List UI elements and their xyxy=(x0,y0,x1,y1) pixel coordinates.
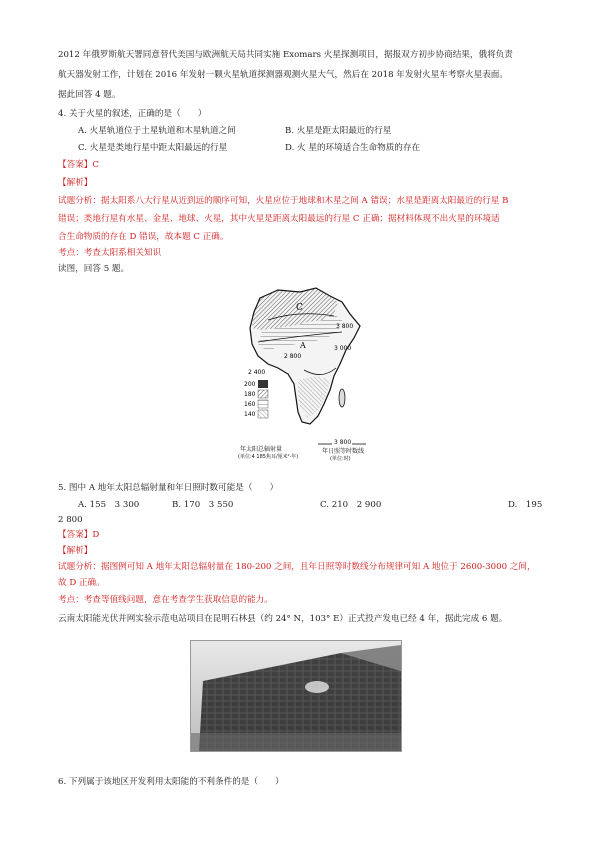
solar-intro: 云南太阳能光伏并网实验示范电站项目在昆明石林县（约 24° N，103° E）正式投产发电已经 4 年，据此完成 6 题。 xyxy=(58,614,508,624)
q4-analysis-label: 【解析】 xyxy=(58,178,93,188)
q4-option-c: C. 火星是类地行星中距太阳最远的行星 xyxy=(78,143,228,153)
q5-stem: 5. 图中 A 地年太阳总辐射量和年日照时数可能是（ ） xyxy=(58,483,279,493)
q5-option-d: D. 195 xyxy=(508,500,543,510)
q5-option-a: A. 155 3 300 xyxy=(78,500,140,510)
line-legend-value: 3 800 xyxy=(334,439,352,446)
line-legend-title: 年日照等时数线 xyxy=(322,448,365,455)
q4-analysis-2: 错误；类地行星有水星、金星、地球、火星，其中火星是距离太阳最远的行星 C 正确；据材料体现不出火星的环境适 xyxy=(58,214,500,224)
legend-value-160: 160 xyxy=(244,401,256,408)
isoline-label-3800: 3 800 xyxy=(336,323,354,330)
legend-value-200: 200 xyxy=(244,381,256,388)
q5-option-b: B. 170 3 550 xyxy=(172,500,234,510)
map-label-a: A xyxy=(300,341,306,350)
line-legend-unit: (单位:时) xyxy=(330,456,351,462)
q4-analysis-3: 合生命物质的存在 D 错误，故本题 C 正确。 xyxy=(58,232,229,242)
q5-option-c: C. 210 2 900 xyxy=(320,500,382,510)
q5-answer: 【答案】D xyxy=(58,530,100,540)
q5-analysis-label: 【解析】 xyxy=(58,546,93,556)
intro-line-2: 航天器发射工作，计划在 2016 年发射一颗火星轨道探测器观测火星大气，然后在 2018 年发射火星车考察火星表面。 xyxy=(58,70,508,80)
map-intro: 读图，回答 5 题。 xyxy=(58,264,130,274)
solar-panel-photo xyxy=(190,640,402,752)
q5-kaodian: 考点：考查等值线问题，意在考查学生获取信息的能力。 xyxy=(58,595,273,605)
q4-option-b: B. 火星是距太阳最近的行星 xyxy=(285,126,392,136)
q4-option-a: A. 火星轨道位于土星轨道和木星轨道之间 xyxy=(78,126,236,136)
legend-value-140: 140 xyxy=(244,411,256,418)
q5-option-d-cont: 2 800 xyxy=(58,515,83,525)
isoline-label-2400: 2 400 xyxy=(248,369,266,376)
legend-value-180: 180 xyxy=(244,391,256,398)
radiation-legend xyxy=(244,380,268,418)
q5-analysis-2: 故 D 正确。 xyxy=(58,578,105,588)
isoline-label-2800: 2 800 xyxy=(284,353,302,360)
q6-stem: 6. 下列属于该地区开发利用太阳能的不利条件的是（ ） xyxy=(58,777,284,787)
q4-option-d: D. 火 星的环境适合生命物质的存在 xyxy=(285,143,421,153)
q4-kaodian: 考点：考查太阳系相关知识 xyxy=(58,248,162,258)
madagascar-island xyxy=(339,389,345,407)
intro-line-3: 据此回答 4 题。 xyxy=(58,90,121,100)
africa-map-figure xyxy=(238,280,368,470)
legend-unit: (单位:4 185焦耳/厘米²·年) xyxy=(238,454,299,460)
map-label-c: C xyxy=(296,303,303,313)
q4-analysis-1: 试题分析：据太阳系八大行星从近到远的顺序可知，火星应位于地球和木星之间 A 错误；水星是距离太阳最近的行星 B xyxy=(58,196,509,206)
q4-stem: 4. 关于火星的叙述，正确的是（ ） xyxy=(58,109,207,119)
intro-line-1: 2012 年俄罗斯航天署同意替代美国与欧洲航天局共同实施 Exomars 火星探测项目，据报双方初步协商结果，俄将负责 xyxy=(58,50,513,60)
q5-analysis-1: 试题分析：据图例可知 A 地年太阳总辐射量在 180-200 之间，且年日照等时数线分布规律可知 A 地位于 2600-3000 之间， xyxy=(58,562,536,572)
legend-title: 年太阳总辐射量 xyxy=(240,446,283,453)
q4-answer: 【答案】C xyxy=(58,160,99,170)
isoline-label-3000: 3 000 xyxy=(334,345,352,352)
